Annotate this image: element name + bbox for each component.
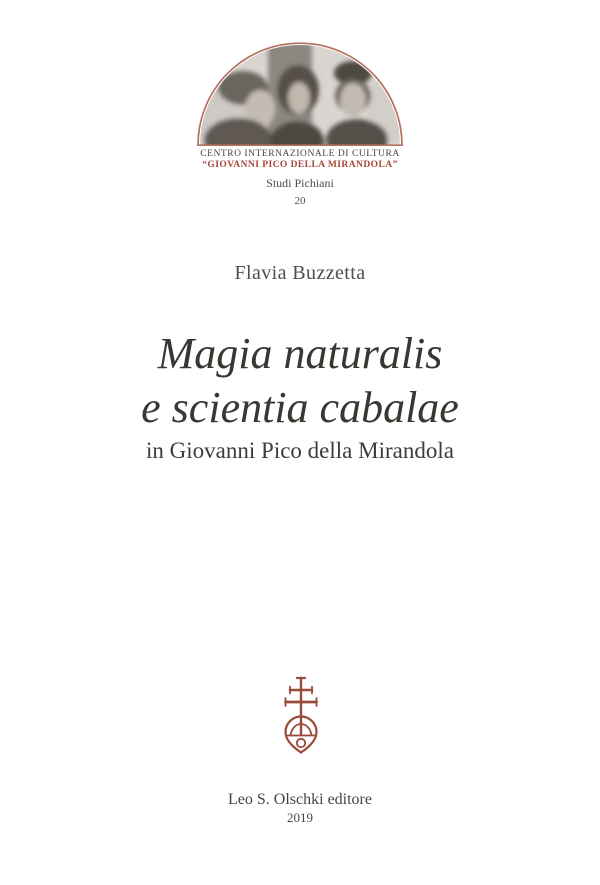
institute-emblem [194, 36, 406, 148]
pico-lunette-painting-image [194, 36, 406, 148]
series-title: Studi Pichiani [266, 176, 334, 190]
book-title [0, 327, 600, 435]
series-number: 20 [294, 195, 306, 207]
institution-name-line1: CENTRO INTERNAZIONALE DI CULTURA [200, 149, 400, 159]
institution-name-line2: “GIOVANNI PICO DELLA MIRANDOLA” [202, 160, 398, 170]
book-title-line1: Magia naturalis [157, 329, 443, 378]
book-subtitle: in Giovanni Pico della Mirandola [146, 438, 454, 463]
publisher-name: Leo S. Olschki editore [228, 791, 372, 808]
publication-year: 2019 [287, 810, 313, 825]
book-title-line2: e scientia cabalae [141, 383, 459, 432]
author-name: Flavia Buzzetta [234, 262, 366, 284]
olschki-printer-device-icon [283, 675, 319, 767]
